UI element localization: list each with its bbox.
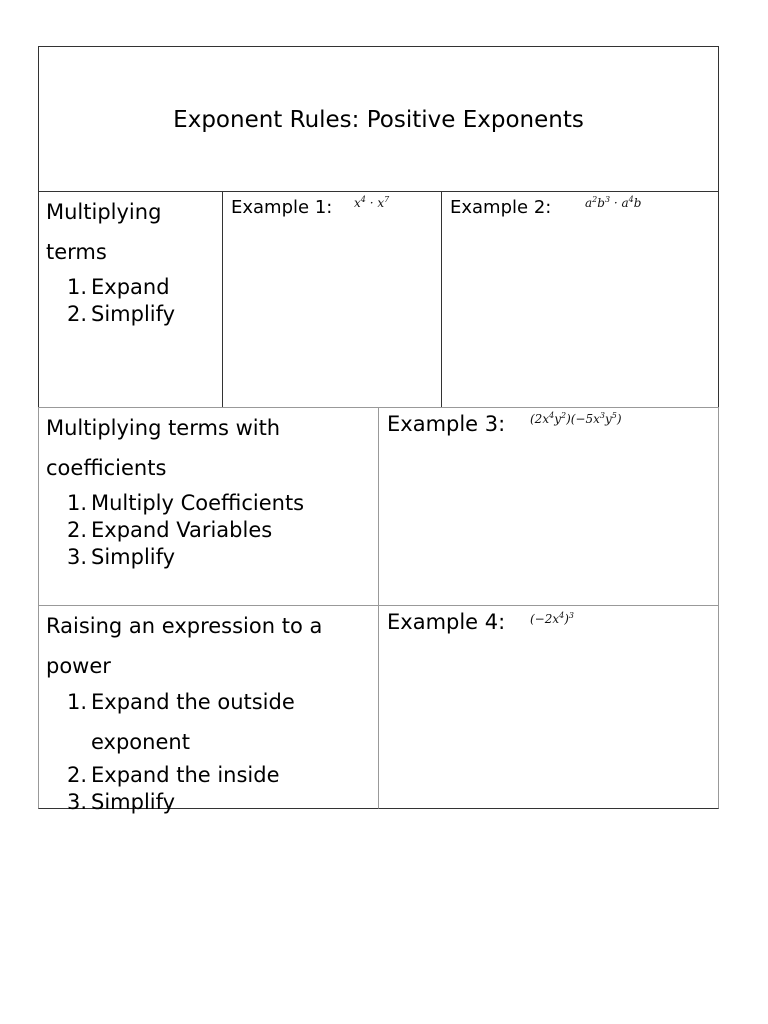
rule-cell-multiplying-terms — [38, 191, 223, 408]
rule-heading-line: power — [46, 654, 111, 678]
example-cell-1 — [222, 191, 442, 408]
list-item — [67, 490, 304, 517]
list-item — [67, 301, 175, 328]
steps-list — [67, 490, 304, 571]
list-item — [67, 517, 304, 544]
example-label: Example 4: — [387, 610, 506, 634]
step-text: Simplify — [91, 790, 176, 814]
title-cell — [38, 46, 719, 192]
step-number: 2. — [67, 763, 88, 787]
page-title: Exponent Rules: Positive Exponents — [173, 107, 584, 133]
step-text: Expand the outside — [91, 690, 295, 714]
list-item — [67, 274, 175, 301]
step-text: Expand the inside — [91, 763, 280, 787]
rule-heading — [46, 606, 322, 686]
step-text: Expand Variables — [91, 518, 273, 542]
exponent-rules-worksheet — [38, 46, 719, 814]
list-item — [67, 544, 304, 571]
list-item — [67, 789, 295, 816]
rule-heading-line: coefficients — [46, 456, 167, 480]
example-label: Example 3: — [387, 412, 506, 436]
step-number: 3. — [67, 790, 88, 814]
rule-heading-line: Multiplying terms with — [46, 416, 281, 440]
step-number: 1. — [67, 491, 88, 515]
step-number: 1. — [67, 690, 88, 714]
step-text-continued: exponent — [91, 730, 190, 754]
rule-heading — [46, 408, 280, 488]
step-number: 1. — [67, 275, 88, 299]
step-number: 3. — [67, 545, 88, 569]
example-cell-2 — [441, 191, 719, 408]
rule-heading — [46, 192, 161, 272]
example-label: Example 2: — [450, 197, 552, 218]
step-text: Multiply Coefficients — [91, 491, 305, 515]
example-label: Example 1: — [231, 197, 333, 218]
rule-cell-raising-to-power — [38, 605, 379, 814]
list-item — [67, 682, 295, 762]
example-cell-4 — [378, 605, 719, 809]
steps-list — [67, 274, 175, 328]
example-expression: $a^2b^3 \cdot a^4b$ — [585, 195, 642, 210]
step-number: 2. — [67, 302, 88, 326]
step-text: Expand — [91, 275, 170, 299]
step-text: Simplify — [91, 302, 176, 326]
step-text: Simplify — [91, 545, 176, 569]
example-expression: $(-2x^4)^3$ — [530, 611, 575, 626]
list-item — [67, 762, 295, 789]
rule-heading-line: terms — [46, 240, 107, 264]
rule-cell-multiplying-coefficients — [38, 407, 379, 606]
rule-heading-line: Raising an expression to a — [46, 614, 323, 638]
example-cell-3 — [378, 407, 719, 606]
example-expression: $x^4 \cdot x^7$ — [354, 195, 390, 210]
rule-heading-line: Multiplying — [46, 200, 162, 224]
steps-list — [67, 682, 295, 816]
example-expression: $(2x^4y^2)(-5x^3y^5)$ — [530, 411, 622, 426]
step-number: 2. — [67, 518, 88, 542]
